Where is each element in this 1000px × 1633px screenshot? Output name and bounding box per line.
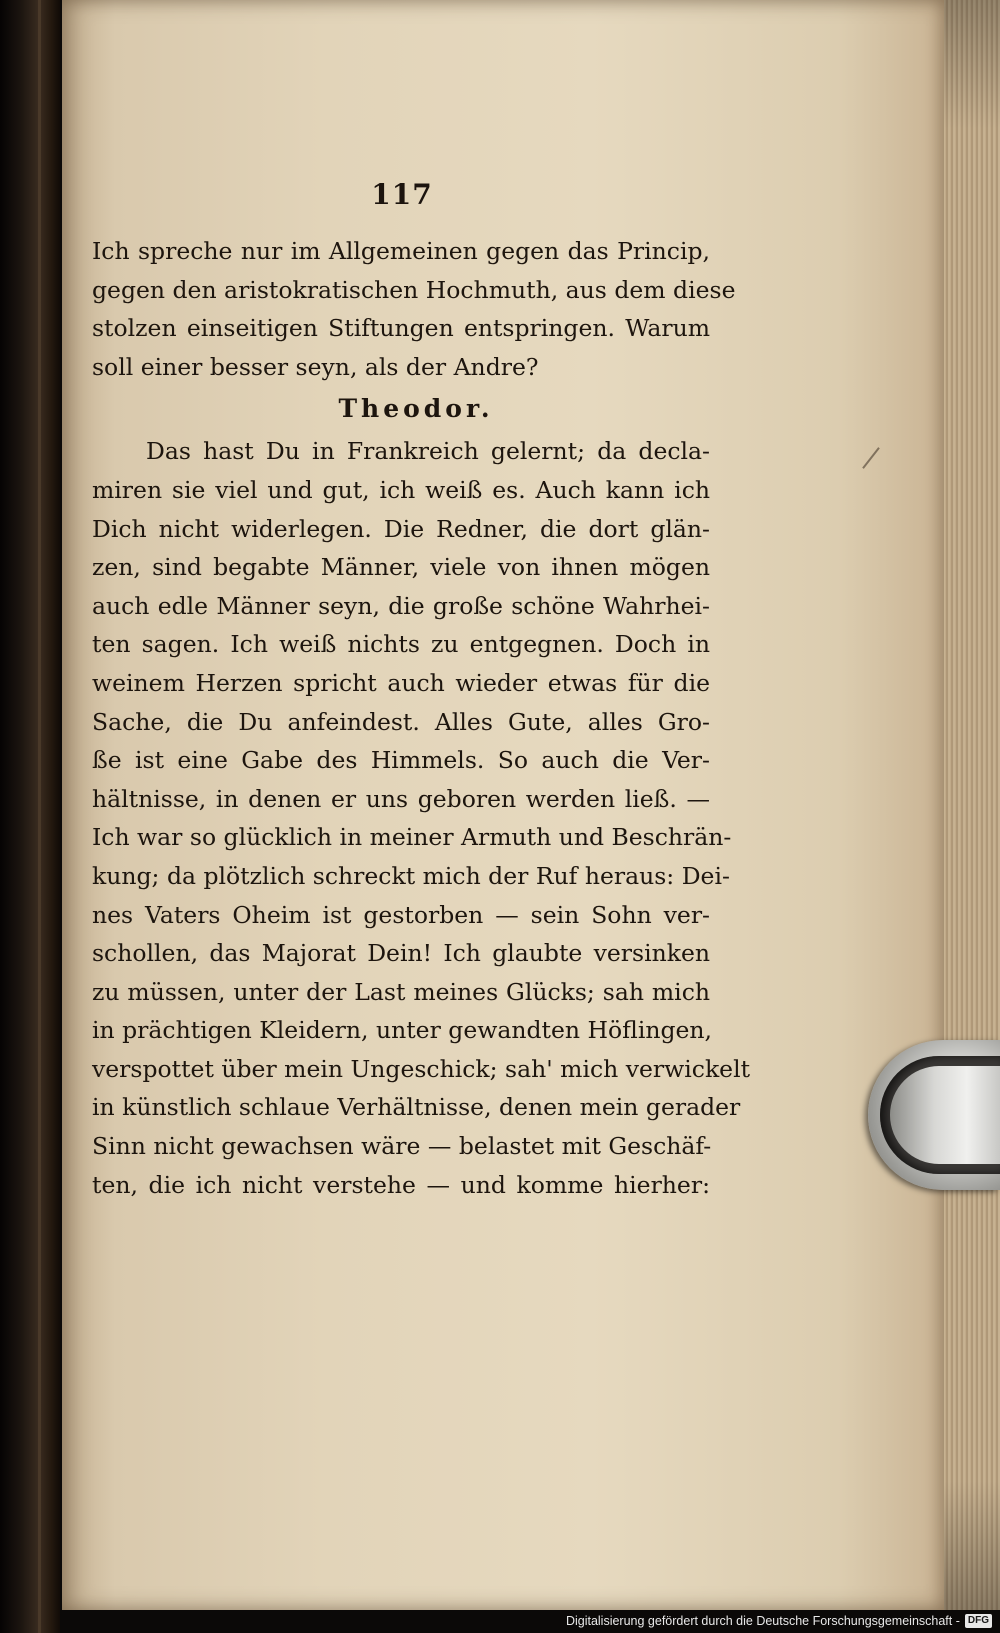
- text-line: nes Vaters Oheim ist gestorben — sein Sohn ver-: [92, 900, 710, 929]
- text-line: Sache, die Du anfeindest. Alles Gute, alles Gro-: [92, 707, 710, 736]
- text-line: ten, die ich nicht verstehe — und komme hierher:: [92, 1170, 710, 1199]
- stray-mark: [862, 447, 880, 469]
- digitization-footer: [566, 1611, 992, 1631]
- text-line: auch edle Männer seyn, die große schöne Wahrhei-: [92, 591, 710, 620]
- text-line: stolzen einseitigen Stiftungen entspringen. Warum: [92, 314, 710, 343]
- text-line: Das hast Du in Frankreich gelernt; da decla-: [146, 437, 710, 466]
- text-line: schollen, das Majorat Dein! Ich glaubte versinken: [92, 939, 710, 968]
- text-line: ten sagen. Ich weiß nichts zu entgegnen. Doch in: [92, 630, 710, 659]
- text-line: zu müssen, unter der Last meines Glücks; sah mich: [92, 977, 710, 1006]
- page-edges: [944, 0, 1000, 1610]
- text-line: in künstlich schlaue Verhältnisse, denen mein gerader: [92, 1093, 741, 1122]
- text-line: Ich war so glücklich in meiner Armuth und Beschrän-: [92, 823, 732, 852]
- dfg-logo: DFG: [965, 1614, 992, 1628]
- text-line: in prächtigen Kleidern, unter gewandten Höflingen,: [92, 1016, 713, 1045]
- text-line: Sinn nicht gewachsen wäre — belastet mit Geschäf-: [92, 1132, 712, 1161]
- text-line: verspottet über mein Ungeschick; sah' mich verwickelt: [92, 1054, 751, 1083]
- footer-credit-text: Digitalisierung gefördert durch die Deutsche Forschungsgemeinschaft -: [565, 1614, 960, 1628]
- text-line: Ich spreche nur im Allgemeinen gegen das Princip,: [92, 237, 710, 265]
- text-line: weinem Herzen spricht auch wieder etwas für die: [92, 668, 710, 697]
- text-line: zen, sind begabte Männer, viele von ihnen mögen: [92, 553, 710, 582]
- text-line: kung; da plötzlich schreckt mich der Ruf heraus: Dei-: [92, 861, 730, 890]
- text-line: Dich nicht widerlegen. Die Redner, die dort glän-: [92, 514, 710, 543]
- text-line: soll einer besser seyn, als der Andre?: [92, 352, 539, 381]
- body-text: [92, 232, 751, 1204]
- text-line: gegen den aristokratischen Hochmuth, aus dem diese: [92, 275, 736, 304]
- text-line: ße ist eine Gabe des Himmels. So auch die Ver-: [92, 746, 710, 775]
- left-book-edge: [0, 0, 60, 1633]
- text-line: miren sie viel und gut, ich weiß es. Auch kann ich: [92, 475, 710, 504]
- page-number: 117: [371, 178, 433, 211]
- speaker-name: Theodor.: [338, 394, 494, 424]
- text-line: hältnisse, in denen er uns geboren werden ließ. —: [92, 784, 710, 813]
